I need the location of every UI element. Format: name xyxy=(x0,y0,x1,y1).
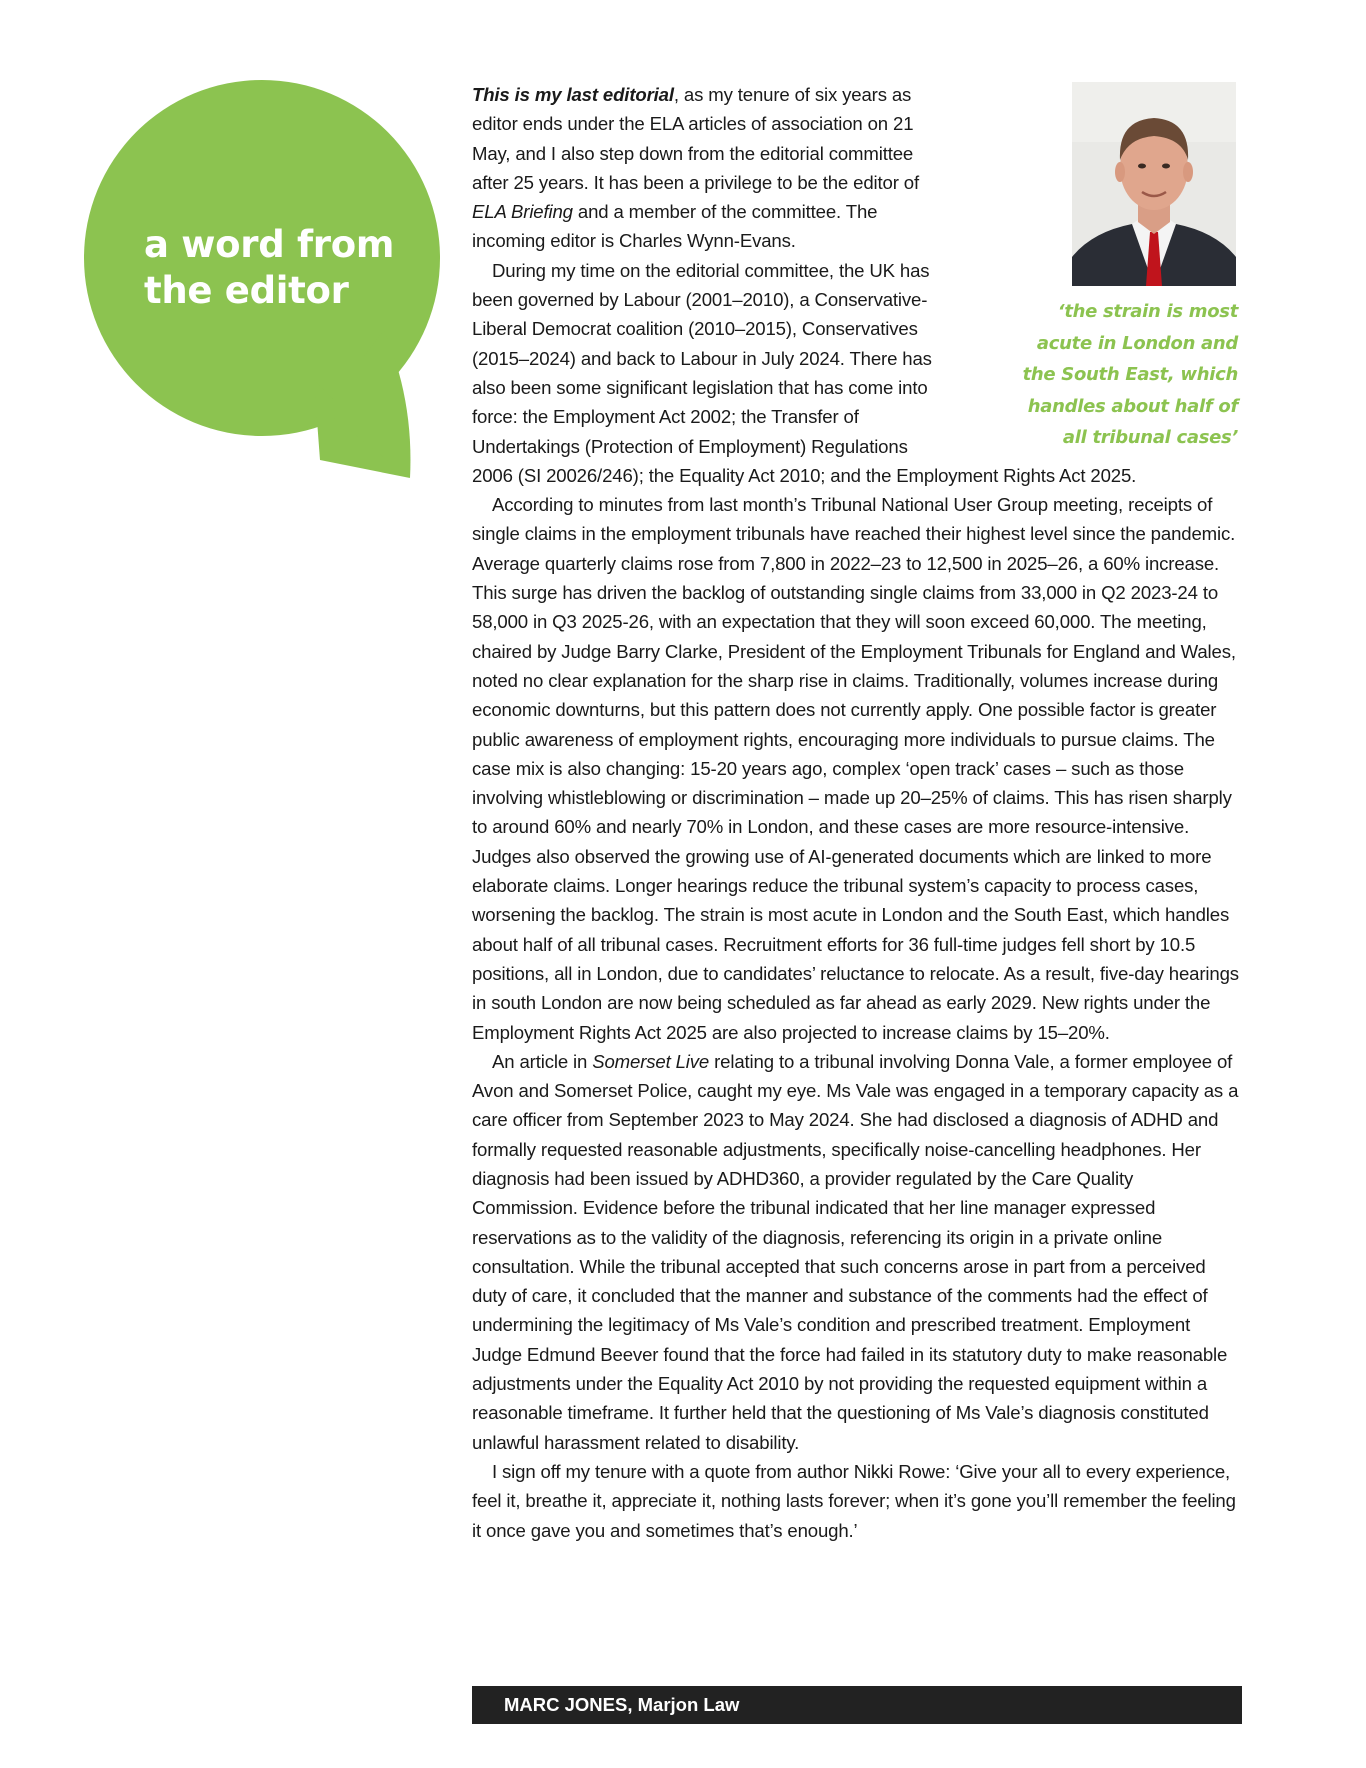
page-title xyxy=(144,222,404,314)
title-line-2: the editor xyxy=(144,269,349,312)
editorial-article xyxy=(472,80,1242,1545)
paragraph-4-text-b: relating to a tribunal involving Donna Vale, a former employee of Avon and Somerset Police, caught my eye. Ms Vale was engaged in a temporary capacity as a care officer from September 2023 to May 2024. She had disclosed a diagnosis of ADHD and formally requested reasonable adjustments, specifically noise-cancelling headphones. Her diagnosis had been issued by ADHD360, a provider regulated by the Care Quality Commission. Evidence before the tribunal indicated that her line manager expressed reservations as to the validity of the diagnosis, referencing its origin in a private online consultation. While the tribunal accepted that such concerns arose in part from a perceived duty of care, it concluded that the manner and substance of the comments had the effect of undermining the legitimacy of Ms Vale’s condition and prescribed treatment. Employment Judge Edmund Beever found that the force had failed in its statutory duty to make reasonable adjustments under the Equality Act 2010 by not providing the requested equipment within a reasonable timeframe. It further held that the questioning of Ms Vale’s diagnosis constituted unlawful harassment related to disability. xyxy=(472,1050,1239,1453)
lead-in: This is my last editorial xyxy=(472,84,674,105)
publication-title: ELA Briefing xyxy=(472,201,573,223)
paragraph-1-text-b: and a member of the committee. The incoming editor is Charles Wynn-Evans. xyxy=(472,201,878,252)
article-paragraph-3: According to minutes from last month’s Tribunal National User Group meeting, receipts of single claims in the employment tribunals have reached their highest level since the pandemic. Average quarterly claims rose from 7,800 in 2022–23 to 12,500 in 2025–26, a 60% increase. This surge has driven the backlog of outstanding single claims from 33,000 in Q2 2023-24 to 58,000 in Q3 2025-26, with an expectation that they will soon exceed 60,000. The meeting, chaired by Judge Barry Clarke, President of the Employment Tribunals for England and Wales, noted no clear explanation for the sharp rise in claims. Traditionally, volumes increase during economic downturns, but this pattern does not currently apply. One possible factor is greater public awareness of employment rights, encouraging more individuals to pursue claims. The case mix is also changing: 15-20 years ago, complex ‘open track’ cases – such as those involving whistleblowing or discrimination – made up 20–25% of claims. This has risen sharply to around 60% and nearly 70% in London, and these cases are more resource-intensive. Judges also observed the growing use of AI-generated documents which are linked to more elaborate claims. Longer hearings reduce the tribunal system’s capacity to process cases, worsening the backlog. The strain is most acute in London and the South East, which handles about half of all tribunal cases. Recruitment efforts for 36 full-time judges fell short by 10.5 positions, all in London, due to candidates’ reluctance to relocate. As a result, five-day hearings in south London are now being scheduled as far ahead as early 2029. New rights under the Employment Rights Act 2025 are also projected to increase claims by 15–20%. xyxy=(472,494,1239,1043)
publication-title-2: Somerset Live xyxy=(592,1050,710,1072)
article-paragraph-5: I sign off my tenure with a quote from author Nikki Rowe: ‘Give your all to every experience, feel it, breathe it, appreciate it, nothing lasts forever; when it’s gone you’ll remember the feeling it once gave you and sometimes that’s enough.’ xyxy=(472,1460,1236,1541)
author-byline: MARC JONES, Marjon Law xyxy=(472,1686,1242,1724)
article-paragraph-2-continued: 2006 (SI 20026/246); the Equality Act 2010; and the Employment Rights Act 2025. xyxy=(472,464,1137,486)
pull-quote-line-2: acute in London and xyxy=(1036,332,1238,354)
pull-quote-line-1: ‘the strain is most xyxy=(1057,301,1238,322)
article-paragraph-4 xyxy=(472,1047,1242,1457)
pull-quote-line-5: all tribunal cases’ xyxy=(1062,427,1238,448)
pull-quote-line-3: the South East, which xyxy=(1022,364,1238,385)
title-line-1: a word from xyxy=(144,223,395,266)
pull-quote-line-4: handles about half of xyxy=(1027,395,1238,417)
paragraph-1-text-a: , as my tenure of six years as editor ends under the ELA articles of association on 21 May, and I also step down from the editorial committee after 25 years. It has been a privilege to be the editor of xyxy=(472,84,919,193)
article-paragraph-2: During my time on the editorial committee, the UK has been governed by Labour (2001–2010), a Conservative-Liberal Democrat coalition (2010–2015), Conservatives (2015–2024) and back to Labour in July 2024. There has also been some significant legislation that has come into force: the Employment Act 2002; the Transfer of Undertakings (Protection of Employment) Regulations xyxy=(472,259,932,457)
article-paragraph-1 xyxy=(472,80,952,256)
editor-heading-bubble xyxy=(84,80,444,492)
paragraph-4-text-a: An article in xyxy=(492,1050,593,1072)
